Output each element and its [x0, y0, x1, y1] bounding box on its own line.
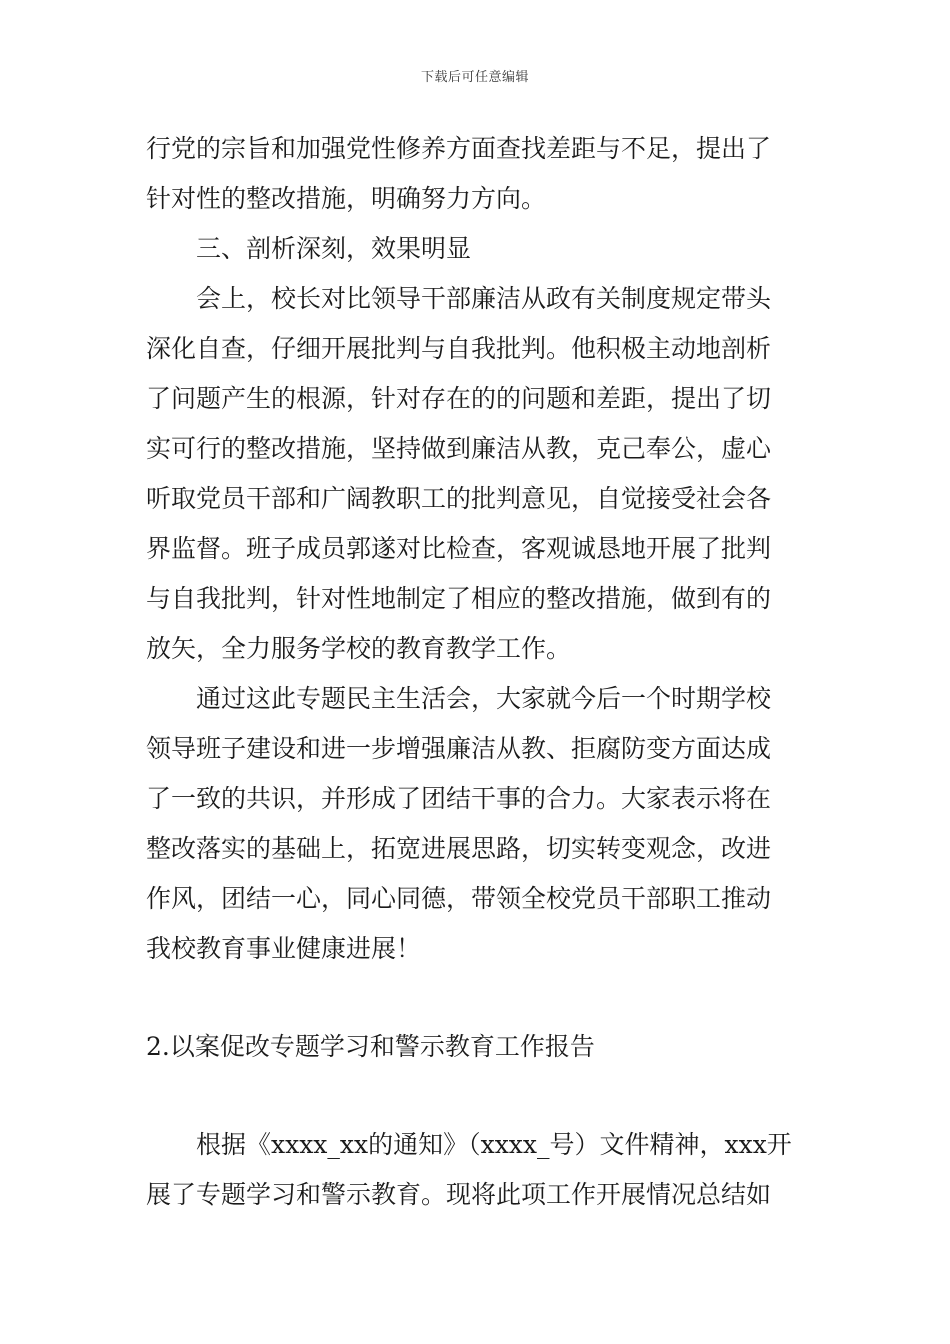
text-line: 我校教育事业健康进展！ [146, 934, 422, 963]
text-line: 作风，团结一心，同心同德，带领全校党员干部职工推动 [146, 884, 772, 913]
report-title: 2.以案促改专题学习和警示教育工作报告 [146, 1032, 595, 1061]
text-line: 与自我批判，针对性地制定了相应的整改措施，做到有的 [146, 584, 772, 613]
section-heading [146, 224, 808, 274]
text-line: 界监督。班子成员郭遂对比检查，客观诚恳地开展了批判 [146, 534, 772, 563]
text-line: 针对性的整改措施，明确努力方向。 [146, 184, 547, 213]
text-line: 深化自查，仔细开展批判与自我批判。他积极主动地剖析 [146, 334, 772, 363]
text-line: 行党的宗旨和加强党性修养方面查找差距与不足，提出了 [146, 134, 772, 163]
text-line: 展了专题学习和警示教育。现将此项工作开展情况总结如 [146, 1180, 772, 1209]
text-line: 会上，校长对比领导干部廉洁从政有关制度规定带头 [196, 284, 772, 313]
paragraph [146, 674, 808, 974]
paragraph [146, 274, 808, 674]
text-line: 通过这此专题民主生活会，大家就今后一个时期学校 [196, 684, 772, 713]
paragraph [146, 1120, 808, 1220]
text-line: 听取党员干部和广阔教职工的批判意见，自觉接受社会各 [146, 484, 772, 513]
text-line: 根据《xxxx_xx的通知》（xxxx_号）文件精神，xxx开 [196, 1130, 792, 1159]
text-line: 三、剖析深刻，效果明显 [196, 234, 472, 263]
text-line: 实可行的整改措施，坚持做到廉洁从教，克己奉公，虚心 [146, 434, 772, 463]
report-text-block [146, 1120, 808, 1220]
text-line: 放矢，全力服务学校的教育教学工作。 [146, 634, 572, 663]
text-line: 了问题产生的根源，针对存在的的问题和差距，提出了切 [146, 384, 772, 413]
download-note: 下载后可任意编辑 [420, 70, 529, 85]
text-line: 了一致的共识，并形成了团结干事的合力。大家表示将在 [146, 784, 772, 813]
main-text-block [146, 124, 808, 974]
paragraph [146, 124, 808, 224]
text-line: 整改落实的基础上，拓宽进展思路，切实转变观念，改进 [146, 834, 772, 863]
text-line: 领导班子建设和进一步增强廉洁从教、拒腐防变方面达成 [146, 734, 772, 763]
